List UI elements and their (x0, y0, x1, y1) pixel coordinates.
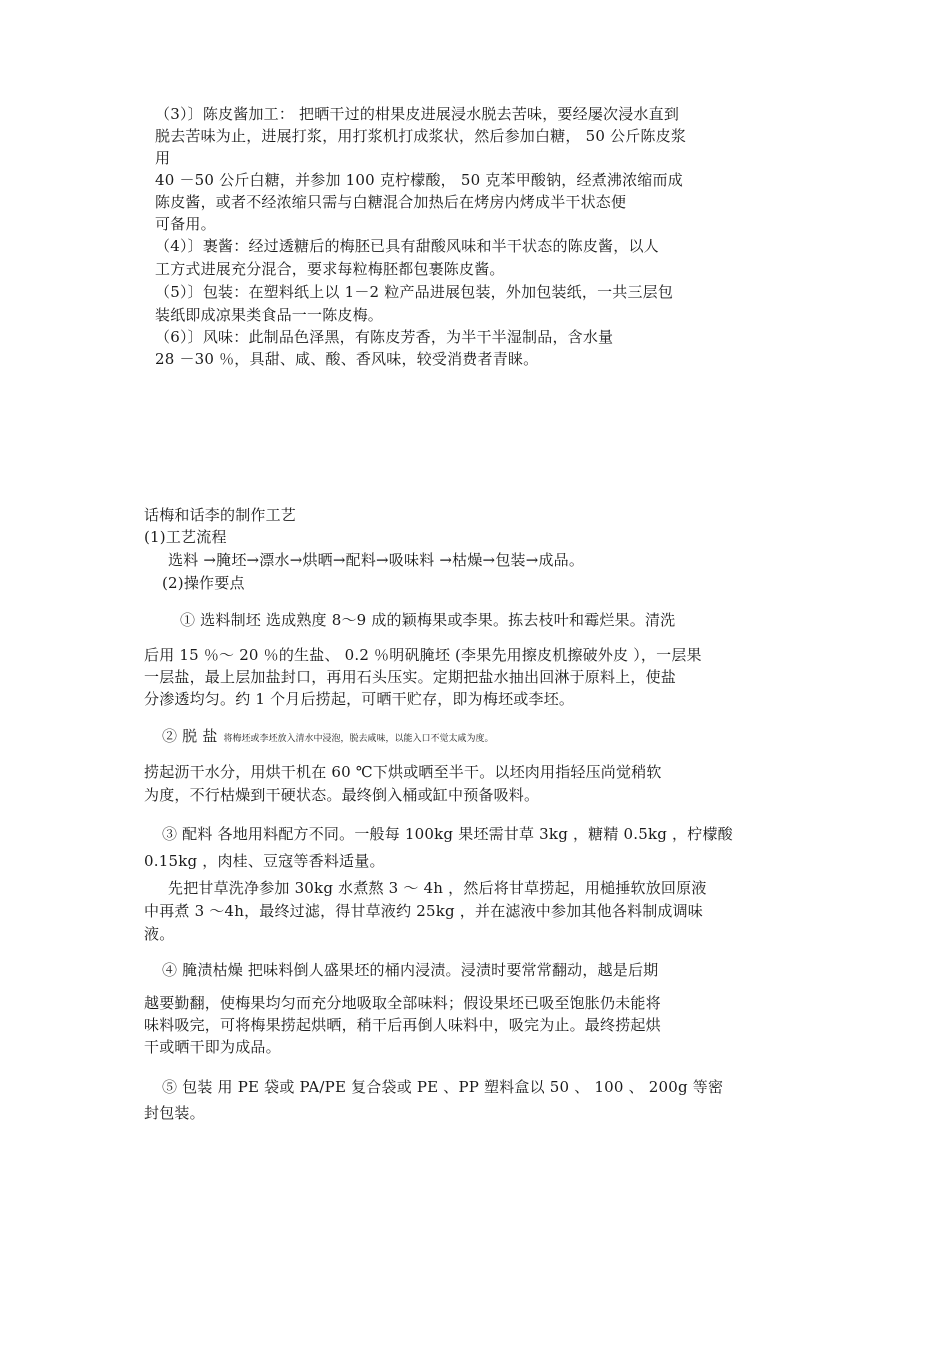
step4-line: ④ 腌渍枯燥 把味料倒人盛果坯的桶内浸渍。浸渍时要常常翻动，越是后期 (162, 961, 659, 979)
paragraph-line: （6）〕风味：此制品色泽黑，有陈皮芳香，为半干半湿制品，含水量 (155, 328, 614, 346)
paragraph-line: 陈皮酱，或者不经浓缩只需与白糖混合加热后在烤房内烤成半干状态便 (155, 193, 627, 211)
step1-line: 一层盐，最上层加盐封口，再用石头压实。定期把盐水抽出回淋于原料上，使盐 (144, 668, 677, 686)
paragraph-line: 工方式进展充分混合，要求每粒梅胚都包裹陈皮酱。 (155, 260, 505, 278)
step4-line: 味料吸完，可将梅果捞起烘晒，稍干后再倒人味料中，吸完为止。最终捞起烘 (144, 1016, 661, 1034)
step3b-line: 液。 (144, 925, 175, 943)
step2-line: 捞起沥干水分，用烘干机在 60 ℃下烘或晒至半干。以坯肉用指轻压尚觉稍软 (144, 763, 662, 781)
step4-line: 越要勤翻，使梅果均匀而充分地吸取全部味料；假设果坯已吸至饱胀仍未能将 (144, 994, 661, 1012)
step2-heading (162, 726, 494, 749)
step5-line: 封包装。 (144, 1104, 205, 1122)
step4-line: 干或晒干即为成品。 (144, 1038, 281, 1056)
paragraph-line: 28 －30 ％，具甜、咸、酸、香风味，较受消费者青睐。 (155, 350, 539, 368)
step3b-line: 先把甘草洗净参加 30kg 水煮熬 3 ～ 4h ，然后将甘草捞起，用槌捶软放回原液 (168, 879, 707, 897)
ops-heading: (2)操作要点 (162, 574, 245, 592)
section-title: 话梅和话李的制作工艺 (144, 506, 297, 524)
step3-line: 0.15kg ，肉桂、豆寇等香料适量。 (144, 852, 385, 870)
process-flow: 选料 →腌坯→漂水→烘晒→配料→吸味料 →枯燥→包装→成品。 (168, 551, 585, 569)
step5-line: ⑤ 包装 用 PE 袋或 PA/PE 复合袋或 PE 、PP 塑料盒以 50 、 100 、 200g 等密 (162, 1078, 724, 1096)
paragraph-line: （5）〕包装：在塑料纸上以 1－2 粒产品进展包装，外加包装纸，一共三层包 (155, 283, 674, 301)
step2-label: ② 脱 盐 (162, 727, 218, 745)
paragraph-line: 脱去苦味为止，进展打浆，用打浆机打成浆状，然后参加白糖， 50 公斤陈皮浆 (155, 127, 687, 145)
paragraph-line: （4）〕裹酱：经过透糖后的梅胚已具有甜酸风味和半干状态的陈皮酱，以人 (155, 237, 659, 255)
flow-heading: (1)工艺流程 (144, 528, 227, 546)
step1-line: 后用 15 ％～ 20 ％的生盐、 0.2 ％明矾腌坯 (李果先用擦皮机擦破外皮 ），一层果 (144, 646, 702, 664)
paragraph-line: （3）〕陈皮酱加工： 把晒干过的柑果皮进展浸水脱去苦味，要经屡次浸水直到 (155, 105, 680, 123)
paragraph-line: 40 －50 公斤白糖，并参加 100 克柠檬酸， 50 克苯甲酸钠，经煮沸浓缩而成 (155, 171, 683, 189)
step1-line: 分渗透均匀。约 1 个月后捞起，可晒干贮存，即为梅坯或李坯。 (144, 690, 575, 708)
paragraph-line: 可备用。 (155, 215, 216, 233)
step1-line: ① 选料制坯 选成熟度 8～9 成的颖梅果或李果。拣去枝叶和霉烂果。清洗 (180, 611, 676, 629)
step2-note: 将梅坯或李坯放入清水中浸泡，脱去咸味，以能入口不觉太咸为度。 (223, 734, 494, 744)
paragraph-line: 装纸即成凉果类食品一一陈皮梅。 (155, 306, 384, 324)
paragraph-line: 用 (155, 149, 171, 167)
step3-line: ③ 配料 各地用料配方不同。一般每 100kg 果坯需甘草 3kg ，糖精 0.5kg ，柠檬酸 (162, 825, 733, 843)
step3b-line: 中再煮 3 ～4h，最终过滤，得甘草液约 25kg ，并在滤液中参加其他各料制成调味 (144, 902, 704, 920)
step2-line: 为度，不行枯燥到干硬状态。最终倒入桶或缸中预备吸料。 (144, 786, 540, 804)
